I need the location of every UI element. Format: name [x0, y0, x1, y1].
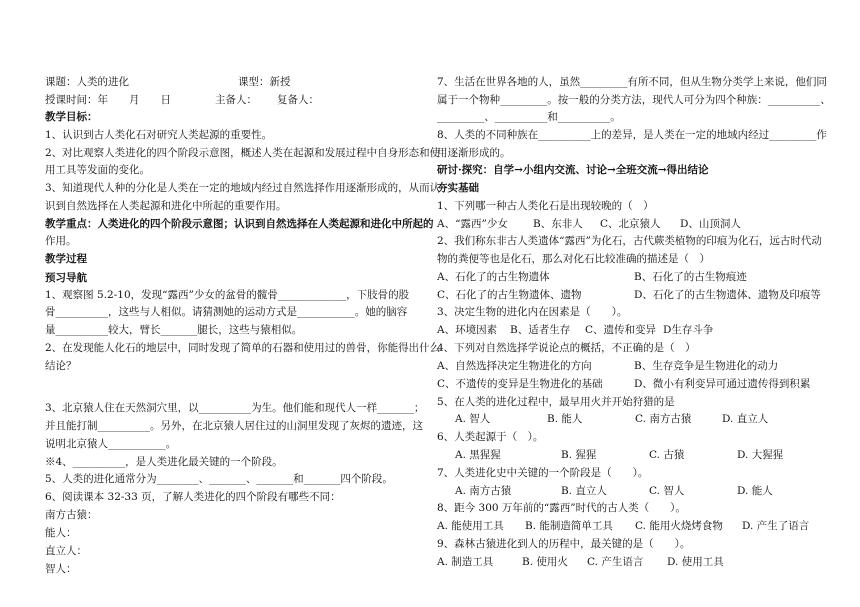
- practice-5: 5、在人类的进化过程中，最早用火并开始狩猎的是: [437, 396, 675, 408]
- practice-1: 1、下列哪一种古人类化石是出现较晚的（ ）: [437, 200, 654, 212]
- practice-2-line-2: 物的粪便等也是化石，那么对化石比较准确的描述是（ ）: [437, 253, 710, 265]
- option: D生存斗争: [663, 324, 714, 336]
- practice-4: 4、下列对自然选择学说论点的概括，不正确的是（ ）: [437, 342, 696, 354]
- practice-title: 夯实基础: [437, 182, 479, 194]
- option: A、环境因素: [437, 324, 498, 336]
- option: D. 能人: [737, 485, 773, 497]
- preview-title: 预习导航: [45, 272, 87, 284]
- goal-2-line-1: 2、对比观察人类进化的四个阶段示意图，概述人类在起源和发展过程中自身形态和使: [45, 147, 441, 159]
- question-3-line-3: 说明北京猿人___________。: [45, 438, 177, 450]
- stage-homo-sapiens: 智人：: [45, 563, 77, 575]
- question-1-line-2: 骨__________，这些与人相似。请猜测她的运动方式是___________。她的脑容: [45, 306, 408, 318]
- question-6: 6、阅读课本 32-33 页，了解人类进化的四个阶段有哪些不同：: [45, 491, 341, 503]
- option: A、石化了的古生物遗体: [437, 271, 550, 283]
- goal-1: 1、认识到古人类化石对研究人类起源的重要性。: [45, 129, 273, 141]
- key-points-line-1: [45, 219, 434, 230]
- option: C、北京猿人: [600, 218, 661, 230]
- option: C. 产生语言: [587, 556, 644, 568]
- option: D. 使用工具: [667, 556, 724, 568]
- key-points: 教学重点：人类进化的四个阶段示意图；认识到自然选择在人类起源和进化中所起的: [45, 218, 434, 230]
- option: A、“露西”少女: [437, 218, 508, 230]
- option: D、石化了的古生物遗体、遗物及印痕等: [634, 289, 821, 301]
- question-4: ※4、__________，是人类进化最关键的一个阶段。: [45, 456, 283, 468]
- practice-8: 8、距今 300 万年前的“露西”时代的古人类（ ）。: [437, 502, 686, 514]
- goal-3-line-1: 3、知道现代人种的分化是人类在一定的地域内经过自然选择作用逐渐形成的，从而认: [45, 182, 441, 194]
- explore-text: 研讨·探究：自学→小组内交流、讨论→全班交流→得出结论: [437, 164, 709, 176]
- option: D. 直立人: [722, 413, 769, 425]
- option: D. 产生了语言: [742, 520, 810, 532]
- option: D. 大猩猩: [737, 449, 784, 461]
- option: A. 制造工具: [437, 556, 494, 568]
- option: B. 猩猩: [561, 449, 597, 461]
- option: A、自然选择决定生物进化的方向: [437, 360, 592, 372]
- question-5: 5、人类的进化通常分为________、_______、_______和_______四个阶段。: [45, 473, 393, 485]
- option: A. 能使用工具: [437, 520, 504, 532]
- stage-australopithecus: 南方古猿：: [45, 509, 98, 521]
- option: A. 黑猩猩: [455, 449, 501, 461]
- co-preparer: 复备人：: [277, 94, 319, 106]
- option: C. 能用火烧烤食物: [635, 520, 723, 532]
- option: B、适者生存: [510, 324, 571, 336]
- option: A. 智人: [455, 413, 491, 425]
- option: A. 南方古猿: [455, 485, 512, 497]
- option: C、石化了的古生物遗体、遗物: [437, 289, 582, 301]
- lesson-type: 课型：新授: [238, 76, 291, 88]
- option: C、遗传和变异: [585, 324, 657, 336]
- option: C. 南方古猿: [635, 413, 692, 425]
- option: B. 能人: [547, 413, 583, 425]
- option: B. 直立人: [561, 485, 607, 497]
- goal-3-line-2: 识到自然选择在人类起源和进化中所起的重要作用。: [45, 200, 287, 212]
- question-1-line-1: 1、观察图 5.2-10，发现“露西”少女的盆骨的髋骨_____________，下肢骨的股: [45, 289, 410, 301]
- option: B、东非人: [533, 218, 583, 230]
- option: B. 能制造简单工具: [525, 520, 613, 532]
- question-2-line-2: 结论？: [45, 360, 77, 372]
- option: B、石化了的古生物痕迹: [634, 271, 747, 283]
- explore-line: [437, 165, 709, 176]
- practice-9: 9、森林古猿进化到人的历程中，最关键的是（ ）。: [437, 538, 691, 550]
- lead-preparer: 主备人：: [215, 94, 257, 106]
- option: B. 使用火: [522, 556, 568, 568]
- stage-homo-erectus: 直立人：: [45, 545, 87, 557]
- question-2-line-1: 2、在发现能人化石的地层中，同时发现了简单的石器和使用过的兽骨，你能得出什么: [45, 342, 441, 354]
- lesson-topic: 课题：人类的进化: [45, 76, 129, 88]
- question-8-line-1: 8、人类的不同种族在__________上的差异，是人类在一定的地域内经过_________作: [437, 129, 827, 141]
- question-7-line-1: 7、生活在世界各地的人，虽然_________有所不同，但从生物分类学上来说，他们同: [437, 76, 827, 88]
- process-title: 教学过程: [45, 253, 87, 265]
- option: D、微小有利变异可通过遗传得到积累: [634, 378, 811, 390]
- question-3-line-2: 并且能打制__________。另外，在北京猿人居住过的山洞里发现了灰烬的遗迹，这: [45, 420, 423, 432]
- question-1-line-3: 量__________较大，臂长_______腿长，这些与猿相似。: [45, 324, 303, 336]
- practice-6: 6、人类起源于（ ）。: [437, 431, 544, 443]
- goals-title: 教学目标：: [45, 111, 98, 123]
- question-7-line-3: _________、__________和__________。: [437, 111, 621, 123]
- practice-2-line-1: 2、我们称东非古人类遗体“露西”为化石，古代蕨类植物的印痕为化石，远古时代动: [437, 235, 822, 247]
- key-points-line-2: 作用。: [45, 235, 77, 247]
- question-3-line-1: 3、北京猿人住在天然洞穴里，以__________为生。他们能和现代人一样_______；: [45, 402, 425, 414]
- practice-7: 7、人类进化史中关键的一个阶段是（ ）。: [437, 467, 649, 479]
- lesson-time: 授课时间：年 月 日: [45, 94, 171, 106]
- option: D、山顶洞人: [680, 218, 741, 230]
- option: B、生存竞争是生物进化的动力: [634, 360, 779, 372]
- practice-3: 3、决定生物的进化内在因素是（ ）。: [437, 306, 628, 318]
- question-7-line-2: 属于一个物种_________。按一般的分类方法，现代人可分为四个种族：__________、: [437, 94, 831, 106]
- header-line-1: [45, 76, 291, 88]
- option: C. 智人: [649, 485, 685, 497]
- goal-2-line-2: 用工具等发面的变化。: [45, 164, 150, 176]
- option: C、不遗传的变异是生物进化的基础: [437, 378, 603, 390]
- stage-homo-habilis: 能人：: [45, 527, 77, 539]
- option: C. 古猿: [649, 449, 685, 461]
- header-line-2: [45, 94, 319, 106]
- question-8-line-2: 用逐渐形成的。: [437, 147, 511, 159]
